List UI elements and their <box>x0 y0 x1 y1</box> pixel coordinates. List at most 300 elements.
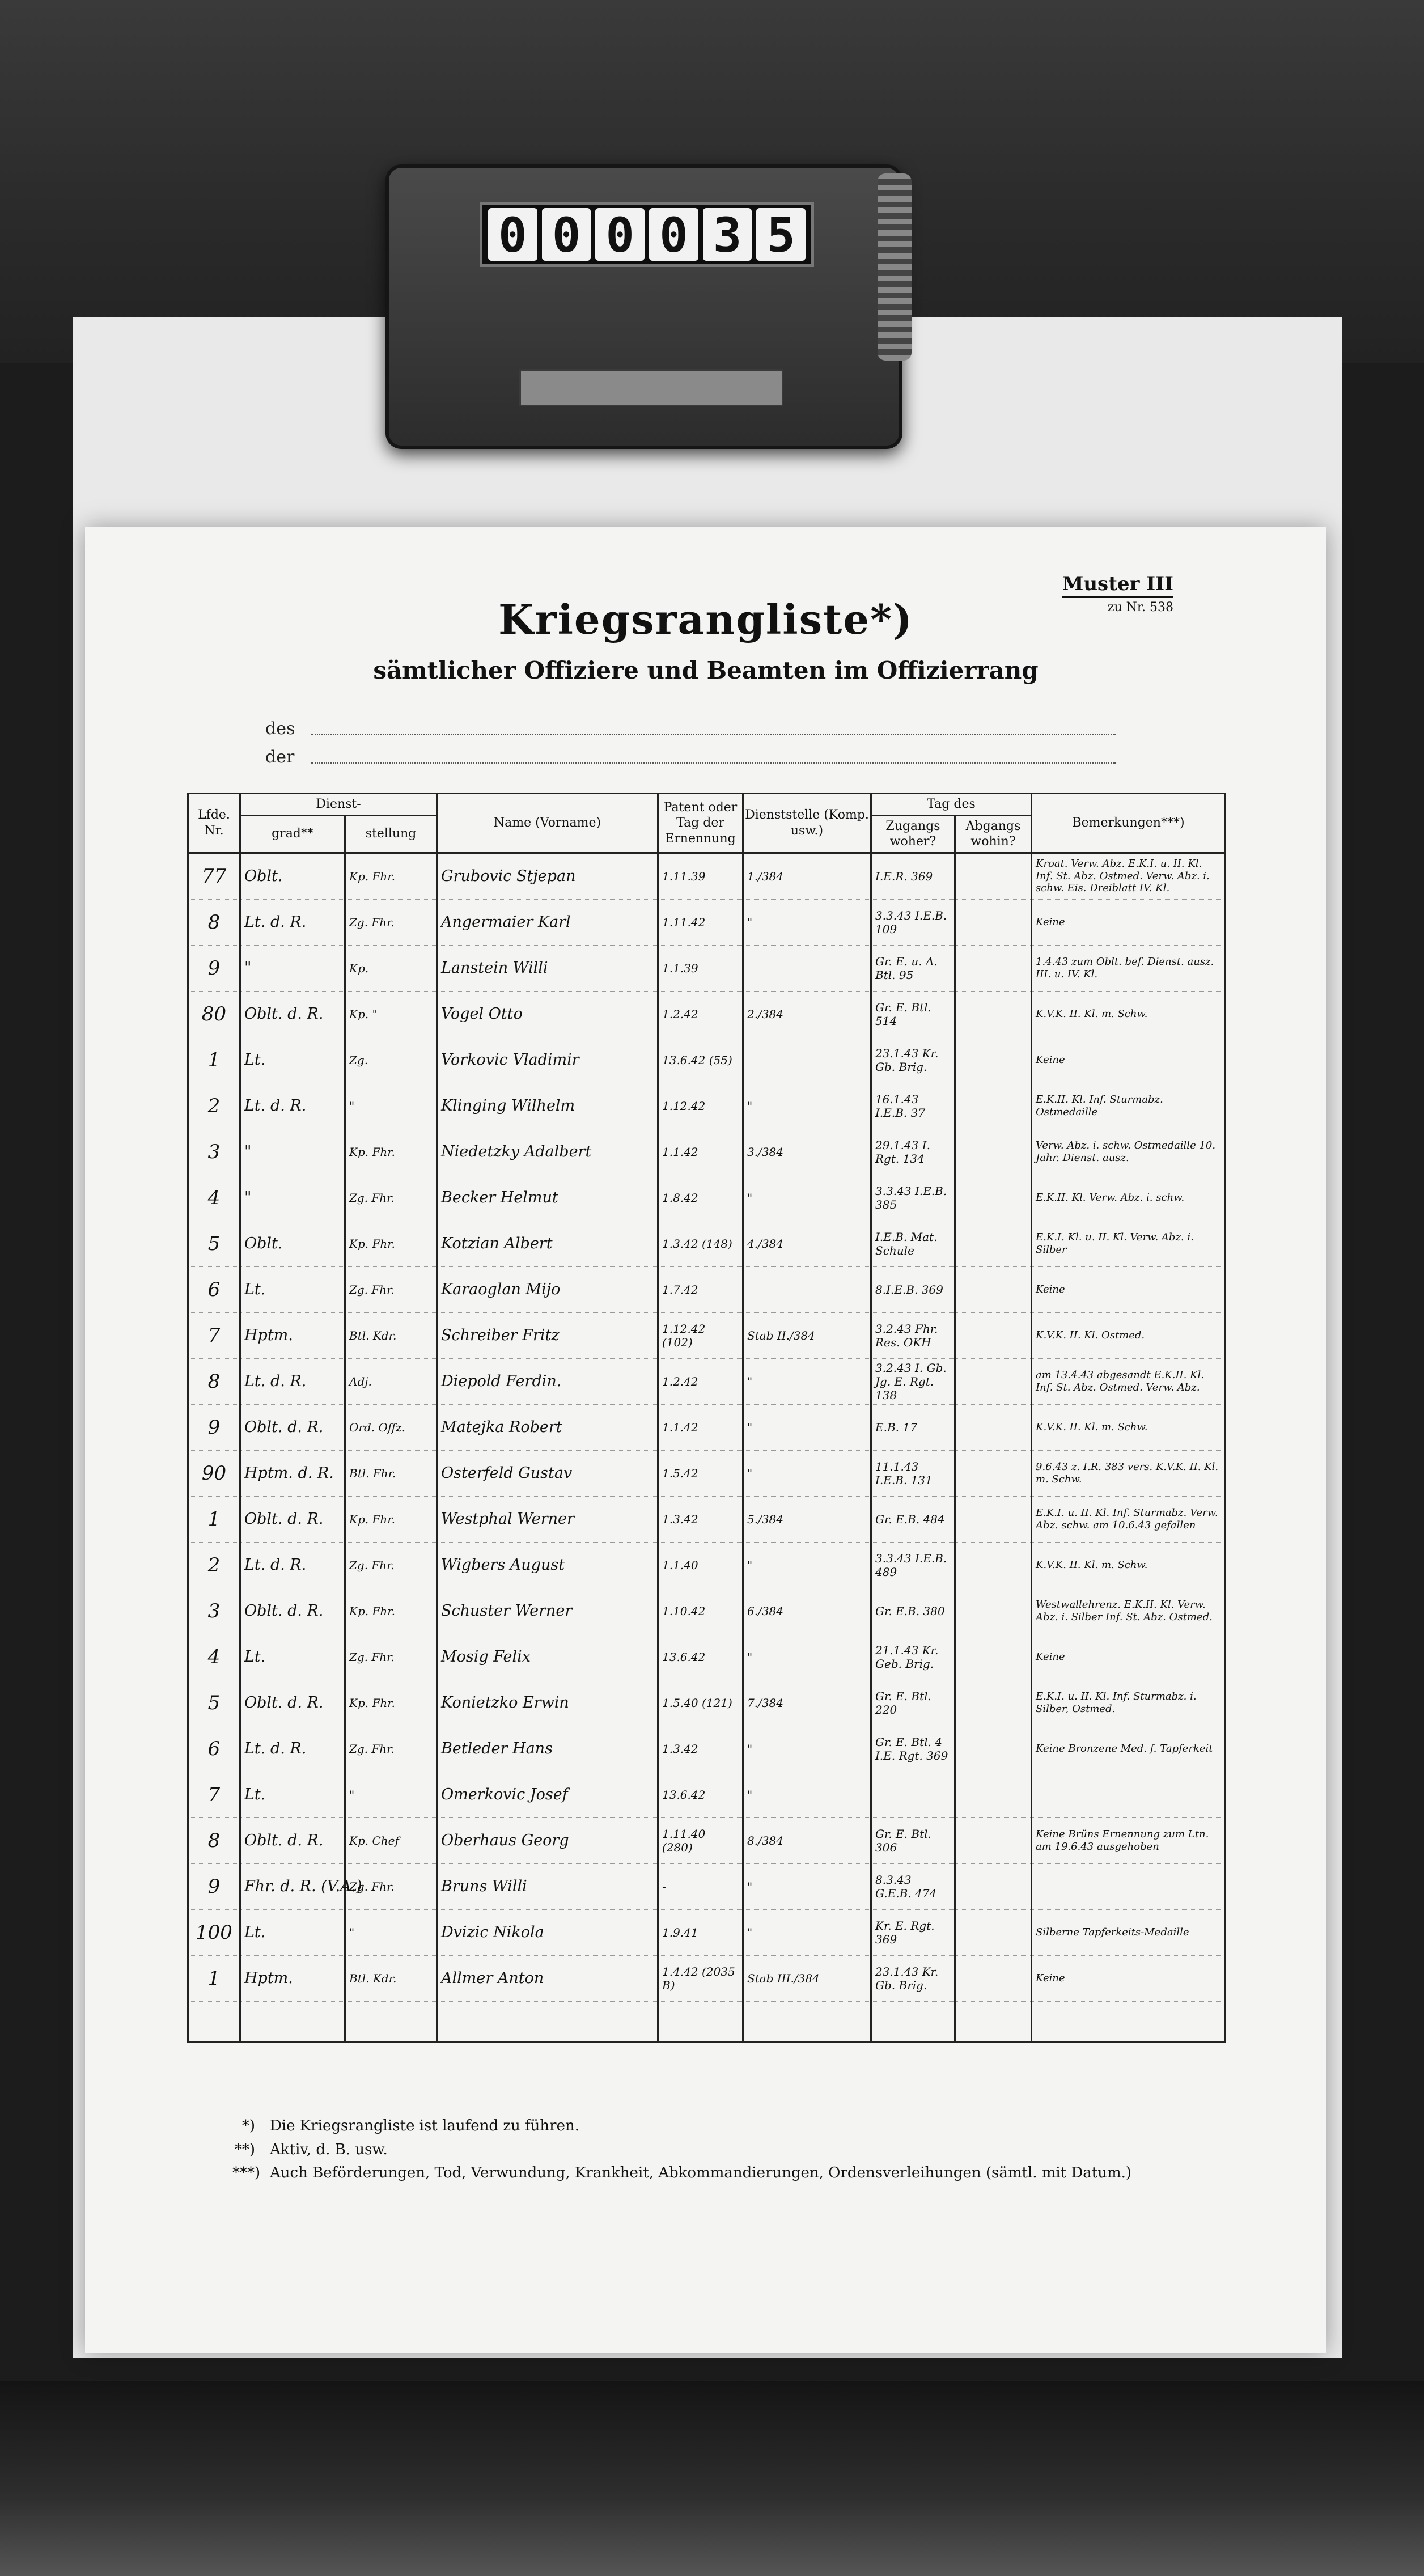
patent-cell: 1.11.40 (280) <box>658 1817 743 1863</box>
patent-cell: 1.1.42 <box>658 1404 743 1450</box>
arrival-cell <box>871 1772 955 1817</box>
patent-cell: 1.3.42 (148) <box>658 1221 743 1266</box>
des-field: des <box>265 719 1116 739</box>
officer-list-table <box>187 793 1226 2043</box>
departure-cell <box>955 1358 1032 1404</box>
patent-cell: 1.1.42 <box>658 1129 743 1175</box>
row-number: 7 <box>188 1772 240 1817</box>
patent-cell: 1.8.42 <box>658 1175 743 1221</box>
table-row <box>188 1175 1226 1221</box>
unit-cell: " <box>743 1358 871 1404</box>
patent-cell: 1.5.42 <box>658 1450 743 1496</box>
row-number: 1 <box>188 1037 240 1083</box>
name-cell: Niedetzky Adalbert <box>437 1129 658 1175</box>
position-cell: Kp. Fhr. <box>345 1129 437 1175</box>
name-cell: Dvizic Nikola <box>437 1909 658 1955</box>
departure-cell <box>955 1772 1032 1817</box>
row-number: 7 <box>188 1312 240 1358</box>
table-row <box>188 1266 1226 1312</box>
name-cell: Matejka Robert <box>437 1404 658 1450</box>
remarks-cell: Keine <box>1032 1266 1226 1312</box>
table-row <box>188 1083 1226 1129</box>
table-row <box>188 1909 1226 1955</box>
patent-cell: 1.1.39 <box>658 945 743 991</box>
counter-knob <box>878 173 912 361</box>
header-zugang: Zugangs woher? <box>871 815 955 853</box>
counter-window <box>480 202 814 267</box>
departure-cell <box>955 1129 1032 1175</box>
rank-cell: Lt. <box>240 1266 345 1312</box>
remarks-cell: Keine <box>1032 899 1226 945</box>
empty-cell <box>658 2001 743 2042</box>
remarks-cell: K.V.K. II. Kl. m. Schw. <box>1032 1404 1226 1450</box>
unit-cell: 8./384 <box>743 1817 871 1863</box>
patent-cell: 1.11.39 <box>658 853 743 899</box>
empty-cell <box>188 2001 240 2042</box>
position-cell: Zg. Fhr. <box>345 1542 437 1588</box>
footnote <box>232 2162 1131 2185</box>
counter-digit: 0 <box>595 208 645 261</box>
row-number: 9 <box>188 1863 240 1909</box>
departure-cell <box>955 1037 1032 1083</box>
position-cell: Zg. Fhr. <box>345 1175 437 1221</box>
table-row <box>188 853 1226 899</box>
footnote-mark: **) <box>234 2141 255 2158</box>
arrival-cell: 21.1.43 Kr. Geb. Brig. <box>871 1634 955 1680</box>
departure-cell <box>955 1450 1032 1496</box>
counter-label-plate <box>519 369 783 406</box>
table-row <box>188 1496 1226 1542</box>
name-cell: Mosig Felix <box>437 1634 658 1680</box>
unit-cell: 2./384 <box>743 991 871 1037</box>
patent-cell: 13.6.42 (55) <box>658 1037 743 1083</box>
arrival-cell: I.E.B. Mat. Schule <box>871 1221 955 1266</box>
arrival-cell: Gr. E.B. 380 <box>871 1588 955 1634</box>
position-cell: Kp. " <box>345 991 437 1037</box>
rank-cell: Lt. d. R. <box>240 1358 345 1404</box>
unit-cell: " <box>743 1542 871 1588</box>
rank-cell: Lt. <box>240 1909 345 1955</box>
footnote <box>232 2138 1131 2162</box>
empty-cell <box>437 2001 658 2042</box>
remarks-cell: Kroat. Verw. Abz. E.K.I. u. II. Kl. Inf. St. Abz. Ostmed. Verw. Abz. i. schw. Eis. Dreiblatt IV. Kl. <box>1032 853 1226 899</box>
position-cell: " <box>345 1083 437 1129</box>
departure-cell <box>955 899 1032 945</box>
empty-cell <box>743 2001 871 2042</box>
row-number: 80 <box>188 991 240 1037</box>
name-cell: Bruns Willi <box>437 1863 658 1909</box>
header-name: Name (Vorname) <box>437 794 658 853</box>
muster-reference: zu Nr. 538 <box>1107 600 1173 615</box>
position-cell: Zg. Fhr. <box>345 1863 437 1909</box>
row-number: 2 <box>188 1083 240 1129</box>
muster-label: Muster III <box>1062 573 1173 598</box>
table-row <box>188 1312 1226 1358</box>
footnote-mark: ***) <box>232 2164 261 2182</box>
counter-digit: 5 <box>756 208 806 261</box>
name-cell: Schuster Werner <box>437 1588 658 1634</box>
frame-counter-device <box>385 164 902 449</box>
remarks-cell: 9.6.43 z. I.R. 383 vers. K.V.K. II. Kl. m. Schw. <box>1032 1450 1226 1496</box>
unit-cell: " <box>743 899 871 945</box>
table-row <box>188 1726 1226 1772</box>
patent-cell: 1.12.42 <box>658 1083 743 1129</box>
departure-cell <box>955 1266 1032 1312</box>
rank-cell: Hptm. <box>240 1955 345 2001</box>
remarks-cell: E.K.I. u. II. Kl. Inf. Sturmabz. i. Silber, Ostmed. <box>1032 1680 1226 1726</box>
row-number: 9 <box>188 945 240 991</box>
table-bottom-rule <box>188 2001 1226 2042</box>
arrival-cell: 8.I.E.B. 369 <box>871 1266 955 1312</box>
patent-cell: - <box>658 1863 743 1909</box>
departure-cell <box>955 1634 1032 1680</box>
departure-cell <box>955 1680 1032 1726</box>
remarks-cell: E.K.I. Kl. u. II. Kl. Verw. Abz. i. Silber <box>1032 1221 1226 1266</box>
patent-cell: 1.9.41 <box>658 1909 743 1955</box>
unit-cell: 5./384 <box>743 1496 871 1542</box>
rank-cell: Hptm. d. R. <box>240 1450 345 1496</box>
unit-cell: Stab III./384 <box>743 1955 871 2001</box>
name-cell: Kotzian Albert <box>437 1221 658 1266</box>
departure-cell <box>955 1175 1032 1221</box>
remarks-cell: Keine Brüns Ernennung zum Ltn. am 19.6.43 ausgehoben <box>1032 1817 1226 1863</box>
row-number: 6 <box>188 1266 240 1312</box>
position-cell: Btl. Kdr. <box>345 1955 437 2001</box>
arrival-cell: Gr. E. u. A. Btl. 95 <box>871 945 955 991</box>
rank-cell: Lt. d. R. <box>240 899 345 945</box>
position-cell: Kp. <box>345 945 437 991</box>
patent-cell: 1.11.42 <box>658 899 743 945</box>
row-number: 5 <box>188 1221 240 1266</box>
name-cell: Grubovic Stjepan <box>437 853 658 899</box>
rank-cell: " <box>240 1129 345 1175</box>
remarks-cell: Keine <box>1032 1955 1226 2001</box>
position-cell: Zg. Fhr. <box>345 1726 437 1772</box>
empty-cell <box>1032 2001 1226 2042</box>
departure-cell <box>955 991 1032 1037</box>
position-cell: Btl. Fhr. <box>345 1450 437 1496</box>
position-cell: Btl. Kdr. <box>345 1312 437 1358</box>
remarks-cell <box>1032 1772 1226 1817</box>
unit-cell: " <box>743 1634 871 1680</box>
departure-cell <box>955 853 1032 899</box>
unit-cell <box>743 1037 871 1083</box>
arrival-cell: Gr. E. Btl. 220 <box>871 1680 955 1726</box>
remarks-cell: E.K.I. u. II. Kl. Inf. Sturmabz. Verw. Abz. schw. am 10.6.43 gefallen <box>1032 1496 1226 1542</box>
patent-cell: 1.3.42 <box>658 1496 743 1542</box>
row-number: 1 <box>188 1496 240 1542</box>
table-row <box>188 1221 1226 1266</box>
name-cell: Becker Helmut <box>437 1175 658 1221</box>
name-cell: Omerkovic Josef <box>437 1772 658 1817</box>
footnote <box>232 2115 1131 2138</box>
departure-cell <box>955 1496 1032 1542</box>
counter-digit: 0 <box>649 208 698 261</box>
row-number: 1 <box>188 1955 240 2001</box>
row-number: 8 <box>188 1817 240 1863</box>
patent-cell: 13.6.42 <box>658 1772 743 1817</box>
unit-cell <box>743 945 871 991</box>
rank-cell: Oblt. d. R. <box>240 1588 345 1634</box>
header-grad: grad** <box>240 815 345 853</box>
name-cell: Karaoglan Mijo <box>437 1266 658 1312</box>
row-number: 4 <box>188 1175 240 1221</box>
name-cell: Betleder Hans <box>437 1726 658 1772</box>
table-row <box>188 1863 1226 1909</box>
empty-cell <box>240 2001 345 2042</box>
row-number: 8 <box>188 1358 240 1404</box>
arrival-cell: 3.3.43 I.E.B. 489 <box>871 1542 955 1588</box>
name-cell: Vogel Otto <box>437 991 658 1037</box>
counter-digit: 0 <box>488 208 537 261</box>
remarks-cell: K.V.K. II. Kl. m. Schw. <box>1032 991 1226 1037</box>
unit-cell: 6./384 <box>743 1588 871 1634</box>
arrival-cell: 3.3.43 I.E.B. 385 <box>871 1175 955 1221</box>
departure-cell <box>955 1312 1032 1358</box>
document-title: Kriegsrangliste*) <box>498 595 913 643</box>
remarks-cell: Keine <box>1032 1634 1226 1680</box>
row-number: 5 <box>188 1680 240 1726</box>
patent-cell: 1.1.40 <box>658 1542 743 1588</box>
arrival-cell: 11.1.43 I.E.B. 131 <box>871 1450 955 1496</box>
row-number: 2 <box>188 1542 240 1588</box>
departure-cell <box>955 1083 1032 1129</box>
table-row <box>188 1037 1226 1083</box>
unit-cell: " <box>743 1404 871 1450</box>
position-cell: Zg. Fhr. <box>345 899 437 945</box>
name-cell: Westphal Werner <box>437 1496 658 1542</box>
position-cell: Ord. Offz. <box>345 1404 437 1450</box>
rank-cell: Lt. d. R. <box>240 1542 345 1588</box>
unit-cell: " <box>743 1083 871 1129</box>
header-nr: Lfde. Nr. <box>188 794 240 853</box>
unit-cell <box>743 1266 871 1312</box>
unit-cell: 1./384 <box>743 853 871 899</box>
header-patent: Patent oder Tag der Ernennung <box>658 794 743 853</box>
remarks-cell: E.K.II. Kl. Inf. Sturmabz. Ostmedaille <box>1032 1083 1226 1129</box>
table-row <box>188 1680 1226 1726</box>
header-abgang: Abgangs wohin? <box>955 815 1032 853</box>
name-cell: Schreiber Fritz <box>437 1312 658 1358</box>
table-row <box>188 899 1226 945</box>
remarks-cell <box>1032 1863 1226 1909</box>
remarks-cell: Verw. Abz. i. schw. Ostmedaille 10. Jahr. Dienst. ausz. <box>1032 1129 1226 1175</box>
position-cell: Zg. Fhr. <box>345 1266 437 1312</box>
table-row <box>188 1588 1226 1634</box>
patent-cell: 1.12.42 (102) <box>658 1312 743 1358</box>
unit-cell: " <box>743 1863 871 1909</box>
table-row <box>188 1817 1226 1863</box>
remarks-cell: 1.4.43 zum Oblt. bef. Dienst. ausz. III. u. IV. Kl. <box>1032 945 1226 991</box>
arrival-cell: 29.1.43 I. Rgt. 134 <box>871 1129 955 1175</box>
table-row <box>188 1634 1226 1680</box>
unit-cell: " <box>743 1175 871 1221</box>
position-cell: " <box>345 1772 437 1817</box>
position-cell: Adj. <box>345 1358 437 1404</box>
arrival-cell: 3.2.43 I. Gb. Jg. E. Rgt. 138 <box>871 1358 955 1404</box>
patent-cell: 1.7.42 <box>658 1266 743 1312</box>
table-body <box>188 853 1226 2042</box>
name-cell: Klinging Wilhelm <box>437 1083 658 1129</box>
rank-cell: Oblt. d. R. <box>240 991 345 1037</box>
remarks-cell: K.V.K. II. Kl. Ostmed. <box>1032 1312 1226 1358</box>
arrival-cell: I.E.R. 369 <box>871 853 955 899</box>
position-cell: Kp. Chef <box>345 1817 437 1863</box>
position-cell: " <box>345 1909 437 1955</box>
header-dienststelle: Dienststelle (Komp. usw.) <box>743 794 871 853</box>
position-cell: Kp. Fhr. <box>345 1496 437 1542</box>
arrival-cell: 23.1.43 Kr. Gb. Brig. <box>871 1037 955 1083</box>
remarks-cell: Westwallehrenz. E.K.II. Kl. Verw. Abz. i. Silber Inf. St. Abz. Ostmed. <box>1032 1588 1226 1634</box>
row-number: 3 <box>188 1588 240 1634</box>
dark-background-bottom <box>0 2381 1424 2576</box>
rank-cell: Oblt. d. R. <box>240 1680 345 1726</box>
counter-digit: 0 <box>542 208 591 261</box>
unit-cell: " <box>743 1909 871 1955</box>
table-row <box>188 1358 1226 1404</box>
rank-cell: " <box>240 945 345 991</box>
name-cell: Angermaier Karl <box>437 899 658 945</box>
table-row <box>188 1542 1226 1588</box>
arrival-cell: Gr. E. Btl. 306 <box>871 1817 955 1863</box>
patent-cell: 1.10.42 <box>658 1588 743 1634</box>
name-cell: Oberhaus Georg <box>437 1817 658 1863</box>
arrival-cell: 16.1.43 I.E.B. 37 <box>871 1083 955 1129</box>
departure-cell <box>955 1404 1032 1450</box>
table-row <box>188 1772 1226 1817</box>
rank-cell: Oblt. d. R. <box>240 1404 345 1450</box>
empty-cell <box>871 2001 955 2042</box>
row-number: 9 <box>188 1404 240 1450</box>
departure-cell <box>955 1726 1032 1772</box>
patent-cell: 1.2.42 <box>658 1358 743 1404</box>
row-number: 100 <box>188 1909 240 1955</box>
arrival-cell: 23.1.43 Kr. Gb. Brig. <box>871 1955 955 2001</box>
header-stellung: stellung <box>345 815 437 853</box>
empty-cell <box>955 2001 1032 2042</box>
document-subtitle: sämtlicher Offiziere und Beamten im Offizierrang <box>373 656 1039 684</box>
remarks-cell: K.V.K. II. Kl. m. Schw. <box>1032 1542 1226 1588</box>
name-cell: Konietzko Erwin <box>437 1680 658 1726</box>
rank-cell: Lt. d. R. <box>240 1726 345 1772</box>
row-number: 6 <box>188 1726 240 1772</box>
der-field: der <box>265 747 1116 767</box>
arrival-cell: Gr. E. Btl. 4 I.E. Rgt. 369 <box>871 1726 955 1772</box>
table-row <box>188 1955 1226 2001</box>
remarks-cell: E.K.II. Kl. Verw. Abz. i. schw. <box>1032 1175 1226 1221</box>
remarks-cell: Keine <box>1032 1037 1226 1083</box>
footnote-text: Auch Beförderungen, Tod, Verwundung, Krankheit, Abkommandierungen, Ordensverleihungen (sämtl. mit Datum.) <box>270 2164 1132 2182</box>
patent-cell: 1.4.42 (2035 B) <box>658 1955 743 2001</box>
arrival-cell: E.B. 17 <box>871 1404 955 1450</box>
row-number: 90 <box>188 1450 240 1496</box>
rank-cell: Oblt. d. R. <box>240 1817 345 1863</box>
departure-cell <box>955 1909 1032 1955</box>
footnote-mark: *) <box>241 2117 255 2134</box>
name-cell: Wigbers August <box>437 1542 658 1588</box>
position-cell: Kp. Fhr. <box>345 1588 437 1634</box>
arrival-cell: Gr. E.B. 484 <box>871 1496 955 1542</box>
position-cell: Kp. Fhr. <box>345 1680 437 1726</box>
patent-cell: 1.3.42 <box>658 1726 743 1772</box>
row-number: 8 <box>188 899 240 945</box>
position-cell: Zg. <box>345 1037 437 1083</box>
row-number: 77 <box>188 853 240 899</box>
document-page <box>85 527 1326 2353</box>
unit-cell: 4./384 <box>743 1221 871 1266</box>
footnote-text: Die Kriegsrangliste ist laufend zu führen. <box>270 2117 579 2134</box>
patent-cell: 13.6.42 <box>658 1634 743 1680</box>
arrival-cell: Kr. E. Rgt. 369 <box>871 1909 955 1955</box>
rank-cell: " <box>240 1175 345 1221</box>
rank-cell: Lt. <box>240 1634 345 1680</box>
rank-cell: Oblt. <box>240 1221 345 1266</box>
departure-cell <box>955 1588 1032 1634</box>
unit-cell: " <box>743 1772 871 1817</box>
unit-cell: 7./384 <box>743 1680 871 1726</box>
remarks-cell: Silberne Tapferkeits-Medaille <box>1032 1909 1226 1955</box>
empty-cell <box>345 2001 437 2042</box>
row-number: 3 <box>188 1129 240 1175</box>
departure-cell <box>955 1817 1032 1863</box>
name-cell: Allmer Anton <box>437 1955 658 2001</box>
unit-cell: " <box>743 1450 871 1496</box>
remarks-cell: am 13.4.43 abgesandt E.K.II. Kl. Inf. St. Abz. Ostmed. Verw. Abz. <box>1032 1358 1226 1404</box>
rank-cell: Oblt. <box>240 853 345 899</box>
name-cell: Diepold Ferdin. <box>437 1358 658 1404</box>
rank-cell: Lt. d. R. <box>240 1083 345 1129</box>
header-dienst: Dienst- <box>240 794 437 816</box>
position-cell: Kp. Fhr. <box>345 1221 437 1266</box>
unit-cell: " <box>743 1726 871 1772</box>
departure-cell <box>955 1955 1032 2001</box>
unit-cell: Stab II./384 <box>743 1312 871 1358</box>
remarks-cell: Keine Bronzene Med. f. Tapferkeit <box>1032 1726 1226 1772</box>
footnote-text: Aktiv, d. B. usw. <box>270 2141 388 2158</box>
arrival-cell: Gr. E. Btl. 514 <box>871 991 955 1037</box>
rank-cell: Hptm. <box>240 1312 345 1358</box>
position-cell: Kp. Fhr. <box>345 853 437 899</box>
arrival-cell: 3.2.43 Fhr. Res. OKH <box>871 1312 955 1358</box>
table-row <box>188 945 1226 991</box>
name-cell: Lanstein Willi <box>437 945 658 991</box>
counter-digit: 3 <box>703 208 752 261</box>
header-tag-des: Tag des <box>871 794 1032 816</box>
arrival-cell: 8.3.43 G.E.B. 474 <box>871 1863 955 1909</box>
table-row <box>188 1450 1226 1496</box>
departure-cell <box>955 1863 1032 1909</box>
row-number: 4 <box>188 1634 240 1680</box>
rank-cell: Lt. <box>240 1772 345 1817</box>
position-cell: Zg. Fhr. <box>345 1634 437 1680</box>
name-cell: Vorkovic Vladimir <box>437 1037 658 1083</box>
unit-cell: 3./384 <box>743 1129 871 1175</box>
table-row <box>188 1404 1226 1450</box>
name-cell: Osterfeld Gustav <box>437 1450 658 1496</box>
header-bemerkungen: Bemerkungen***) <box>1032 794 1226 853</box>
departure-cell <box>955 1221 1032 1266</box>
footnotes <box>232 2115 1131 2185</box>
table-row <box>188 1129 1226 1175</box>
table-row <box>188 991 1226 1037</box>
rank-cell: Oblt. d. R. <box>240 1496 345 1542</box>
departure-cell <box>955 945 1032 991</box>
arrival-cell: 3.3.43 I.E.B. 109 <box>871 899 955 945</box>
patent-cell: 1.5.40 (121) <box>658 1680 743 1726</box>
patent-cell: 1.2.42 <box>658 991 743 1037</box>
departure-cell <box>955 1542 1032 1588</box>
rank-cell: Fhr. d. R. (V.A.) <box>240 1863 345 1909</box>
